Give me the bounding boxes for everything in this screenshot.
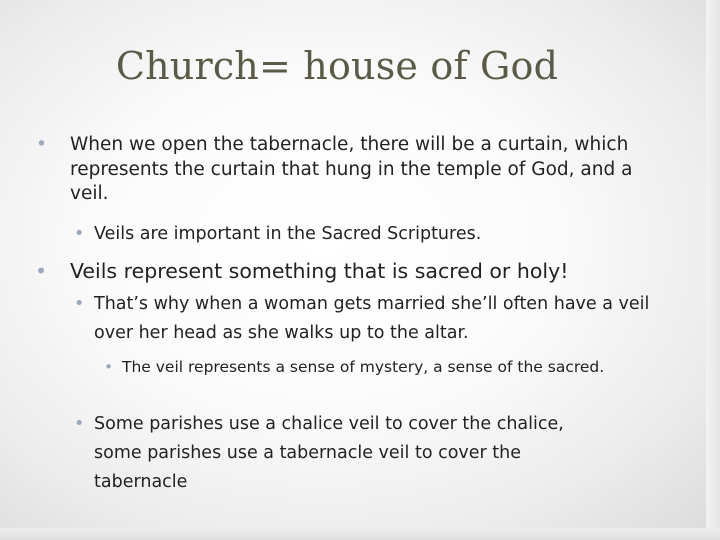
- bullet-item: [122, 356, 622, 378]
- bullet-item: [94, 410, 614, 497]
- bullet-marker: •: [104, 358, 114, 376]
- slide-title: Church= house of God: [115, 44, 559, 88]
- bullet-item: [94, 220, 654, 249]
- bullet-marker: •: [35, 259, 48, 283]
- bullet-text: Veils represent something that is sacred or holy!: [70, 259, 569, 283]
- bullet-text: Veils are important in the Sacred Scriptures.: [94, 224, 482, 244]
- bullet-text: That’s why when a woman gets married she’ll often have a veil over her head as she walks up to the altar.: [94, 294, 650, 343]
- bullet-marker: •: [74, 414, 85, 434]
- bullet-item: [70, 133, 650, 207]
- bullet-marker: •: [36, 134, 47, 155]
- bullet-marker: •: [74, 224, 85, 244]
- bullet-item: [70, 258, 690, 284]
- bullet-text: The veil represents a sense of mystery, a sense of the sacred.: [122, 358, 605, 376]
- bullet-text: When we open the tabernacle, there will be a curtain, which represents the curtain that hung in the temple of God, and a veil.: [70, 134, 633, 204]
- bullet-item: [94, 290, 674, 348]
- bullet-text: Some parishes use a chalice veil to cover the chalice, some parishes use a tabernacle veil to cover the tabernacle: [94, 414, 564, 492]
- bullet-marker: •: [74, 294, 85, 314]
